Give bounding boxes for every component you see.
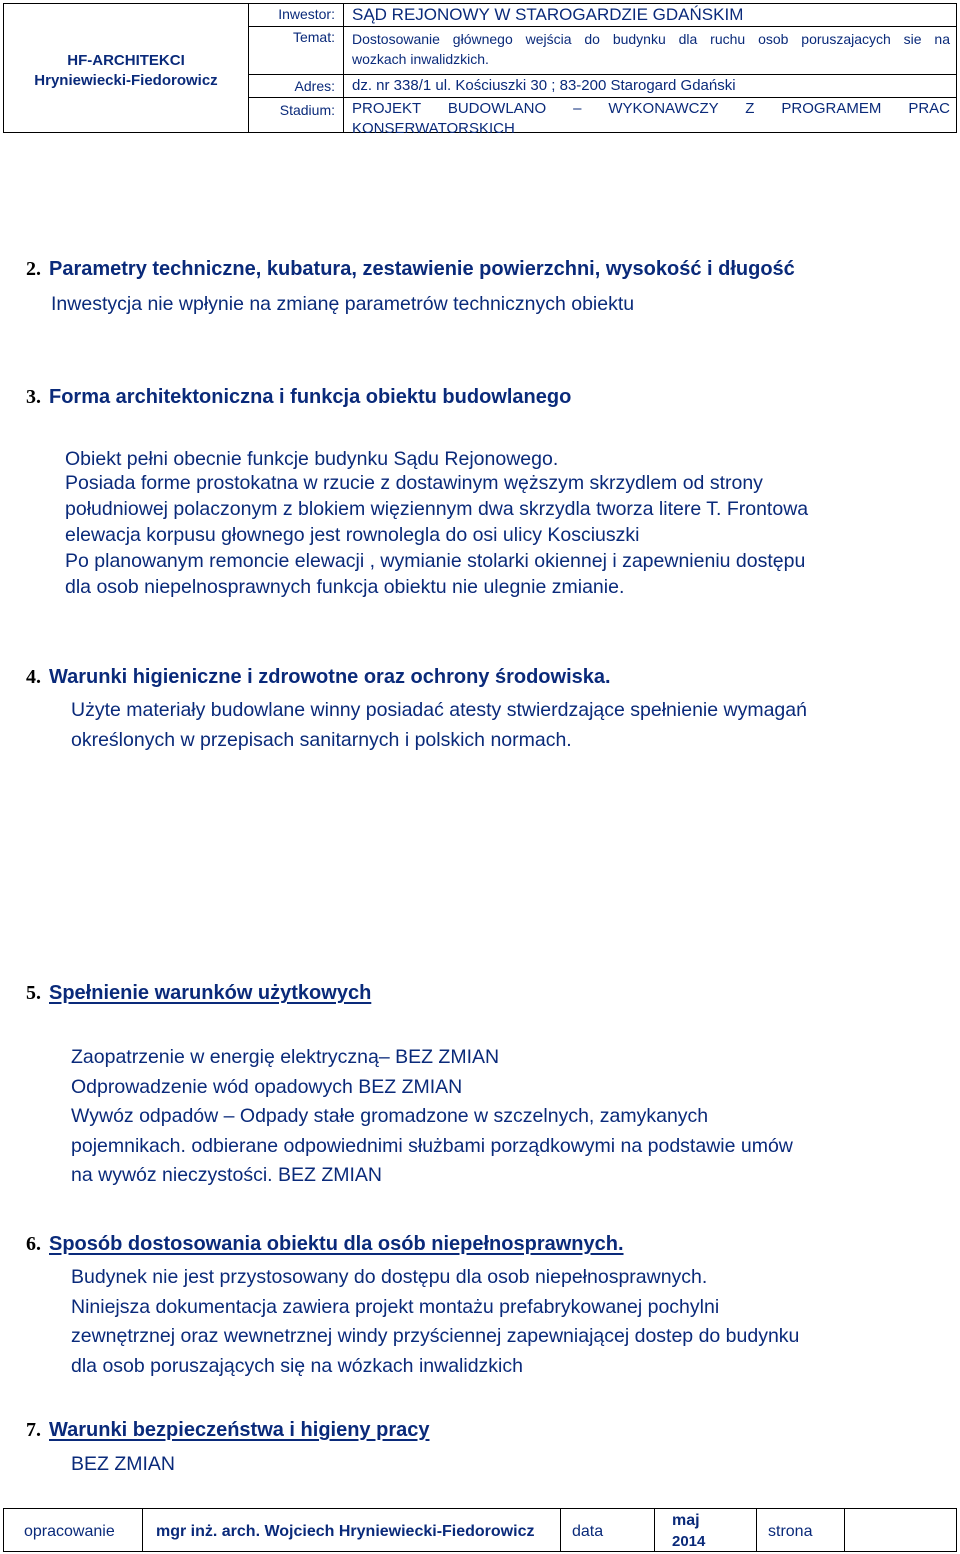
footer-divider [560, 1509, 561, 1551]
section-5-heading [26, 982, 371, 1005]
section-5-text [71, 1043, 793, 1191]
section-6-text [71, 1263, 799, 1381]
section-7-heading [26, 1419, 429, 1442]
section-6-line: zewnętrznej oraz wewnetrznej windy przyściennej zapewniającej dostep do budynku [71, 1325, 800, 1347]
footer-author: mgr inż. arch. Wojciech Hryniewiecki-Fiedorowicz [156, 1523, 535, 1540]
section-5-line: Wywóz odpadów – Odpady stałe gromadzone w szczelnych, zamykanych [71, 1105, 709, 1127]
footer-year: 2014 [672, 1533, 706, 1550]
title-block [3, 3, 957, 137]
footer-divider [142, 1509, 143, 1551]
section-3-intro: Obiekt pełni obecnie funkcje budynku Sądu Rejonowego. [65, 448, 559, 470]
section-4-text [71, 696, 807, 755]
footer-block [3, 1508, 957, 1552]
section-3-line: Posiada forme prostokatna w rzucie z dostawinym węższym skrzydlem od strony [65, 472, 763, 494]
section-6-line: Niniejsza dokumentacja zawiera projekt montażu prefabrykowanej pochylni [71, 1295, 720, 1318]
section-2-heading [26, 258, 795, 281]
section-7-text [71, 1451, 175, 1477]
address-value: dz. nr 338/1 ul. Kościuszki 30 ; 83-200 Starogard Gdański [352, 77, 736, 94]
footer-divider [756, 1509, 757, 1551]
section-4-line: określonych w przepisach sanitarnych i polskich normach. [71, 728, 572, 751]
section-7-title: Warunki bezpieczeństwa i higieny pracy [49, 1419, 430, 1441]
section-2-title: Parametry techniczne, kubatura, zestawienie powierzchni, wysokość i długość [49, 258, 795, 280]
stage-line1: PROJEKT BUDOWLANO – WYKONAWCZY Z PROGRAMEM PRAC [352, 100, 950, 117]
firm-name-line2: Hryniewiecki-Fiedorowicz [34, 72, 218, 89]
footer-prepared-label: opracowanie [24, 1523, 115, 1540]
investor-row [249, 4, 956, 26]
stage-line2: KONSERWATORSKICH [352, 120, 515, 137]
section-4-title: Warunki higieniczne i zdrowotne oraz ochrony środowiska. [49, 666, 611, 688]
section-3-line: południowej polaczonym z blokiem więziennym dwa skrzydla tworza litere T. Frontowa [65, 498, 809, 520]
stage-value [352, 99, 950, 139]
address-row [249, 74, 956, 97]
topic-row [249, 26, 956, 74]
topic-label: Temat: [249, 27, 344, 74]
topic-value [352, 29, 950, 69]
footer-page-label: strona [768, 1523, 813, 1540]
section-3-title: Forma architektoniczna i funkcja obiektu budowlanego [49, 386, 572, 408]
section-5-line: Zaopatrzenie w energię elektryczną– BEZ ZMIAN [71, 1046, 500, 1068]
section-6-title: Sposób dostosowania obiektu dla osób niepełnosprawnych. [49, 1233, 624, 1255]
section-5-line: na wywóz nieczystości. BEZ ZMIAN [71, 1164, 382, 1186]
section-6-number: 6. [26, 1233, 41, 1255]
stage-row [249, 97, 956, 137]
footer-month: maj [672, 1512, 700, 1529]
address-label: Adres: [249, 75, 344, 97]
section-3-line: dla osob niepelnosprawnych funkcja obiektu nie ulegnie zmianie. [65, 576, 625, 598]
topic-line1: Dostosowanie głównego wejścia do budynku dla ruchu osob poruszajacych sie na [352, 31, 950, 47]
footer-date-label: data [572, 1523, 604, 1540]
section-6-line: Budynek nie jest przystosowany do dostępu dla osob niepełnosprawnych. [71, 1266, 708, 1288]
footer-divider [844, 1509, 845, 1551]
section-2-text [51, 291, 634, 317]
investor-value: SĄD REJONOWY W STAROGARDZIE GDAŃSKIM [352, 5, 744, 24]
footer-divider [654, 1509, 655, 1551]
section-3-number: 3. [26, 386, 41, 408]
section-6-heading [26, 1233, 624, 1256]
section-3-line: elewacja korpusu głownego jest rownolegla do osi ulicy Kosciuszki [65, 524, 640, 546]
stage-label: Stadium: [249, 98, 344, 132]
section-6-line: dla osob poruszających się na wózkach inwalidzkich [71, 1354, 523, 1377]
section-5-line: Odprowadzenie wód opadowych BEZ ZMIAN [71, 1075, 463, 1098]
section-7-line: BEZ ZMIAN [71, 1453, 176, 1475]
investor-label: Inwestor: [249, 4, 344, 26]
section-5-title: Spełnienie warunków użytkowych [49, 982, 372, 1004]
section-2-line: Inwestycja nie wpłynie na zmianę parametrów technicznych obiektu [51, 293, 635, 315]
section-2-number: 2. [26, 258, 41, 280]
section-3-text [65, 470, 808, 600]
firm-name [4, 4, 249, 132]
section-5-line: pojemnikach. odbierane odpowiednimi służbami porządkowymi na podstawie umów [71, 1134, 793, 1157]
section-4-heading [26, 666, 611, 689]
section-4-number: 4. [26, 666, 41, 688]
section-3-heading [26, 386, 571, 409]
firm-name-line1: HF-ARCHITEKCI [67, 52, 185, 69]
section-5-number: 5. [26, 982, 41, 1004]
topic-line2: wozkach inwalidzkich. [352, 51, 489, 67]
section-4-line: Użyte materiały budowlane winny posiadać atesty stwierdzające spełnienie wymagań [71, 699, 807, 721]
section-7-number: 7. [26, 1419, 41, 1441]
section-3-line: Po planowanym remoncie elewacji , wymianie stolarki okiennej i zapewnieniu dostępu [65, 550, 806, 572]
